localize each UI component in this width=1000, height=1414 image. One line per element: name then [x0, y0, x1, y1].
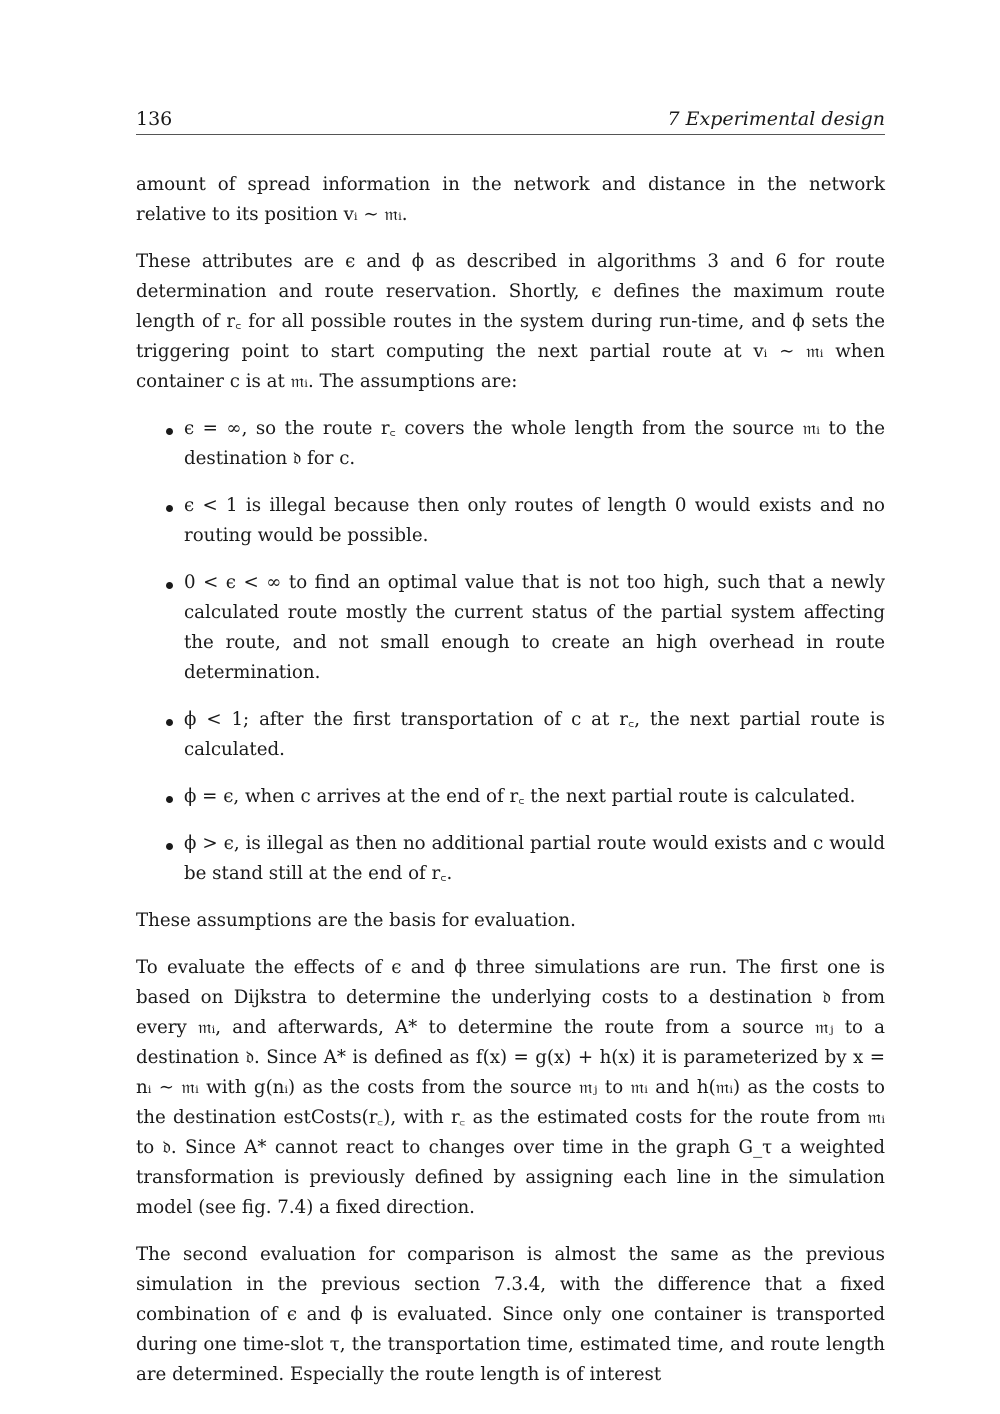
list-item-text: 0 < ϵ < ∞ to find an optimal value that is not too high, such that a newly calculated route mostly the current status of the partial system affecting the route, and not small enough to create an high overhead in route determination.: [184, 572, 885, 683]
paragraph-2: These attributes are ϵ and ϕ as described in algorithms 3 and 6 for route determination and route reservation. Shortly, ϵ defines the maximum route length of r꜀ for all possible routes in the system during run-time, and ϕ sets the triggering point to start computing the next partial route at vᵢ ∼ 𝔪ᵢ when container c is at 𝔪ᵢ. The assumptions are:: [136, 251, 885, 392]
list-item-text: ϕ = ϵ, when c arrives at the end of r꜀ the next partial route is calculated.: [184, 786, 856, 807]
list-item: [136, 705, 885, 765]
bullet-icon: [166, 843, 173, 850]
paragraph-4: To evaluate the effects of ϵ and ϕ three simulations are run. The first one is based on Dijkstra to determine the underlying costs to a destination 𝔡 from every 𝔪ᵢ, and afterwards, A* to determine the route from a source 𝔪ⱼ to a destination 𝔡. Since A* is defined as f(x) = g(x) + h(x) it is parameterized by x = nᵢ ∼ 𝔪ᵢ with g(nᵢ) as the costs from the source 𝔪ⱼ to 𝔪ᵢ and h(𝔪ᵢ) as the costs to the destination estCosts(r꜀), with r꜀ as the estimated costs for the route from 𝔪ᵢ to 𝔡. Since A* cannot react to changes over time in the graph G_τ a weighted transformation is previously defined by assigning each line in the simulation model (see fig. 7.4) a fixed direction.: [136, 957, 885, 1218]
list-item: [136, 829, 885, 889]
list-item-text: ϕ < 1; after the first transportation of c at r꜀, the next partial route is calculated.: [184, 709, 885, 760]
page-number: 136: [136, 108, 173, 130]
list-item: [136, 782, 885, 812]
chapter-title: 7 Experimental design: [667, 108, 885, 130]
list-item-text: ϕ > ϵ, is illegal as then no additional partial route would exists and c would be stand still at the end of r꜀.: [184, 833, 885, 884]
bullet-icon: [166, 719, 173, 726]
list-item-text: ϵ = ∞, so the route r꜀ covers the whole length from the source 𝔪ᵢ to the destination 𝔡 for c.: [184, 418, 885, 469]
list-item: [136, 568, 885, 688]
paragraph-1: amount of spread information in the network and distance in the network relative to its position vᵢ ∼ 𝔪ᵢ.: [136, 174, 885, 225]
bullet-icon: [166, 796, 173, 803]
list-item: [136, 414, 885, 474]
list-item-text: ϵ < 1 is illegal because then only routes of length 0 would exists and no routing would be possible.: [184, 495, 885, 546]
bullet-icon: [166, 428, 173, 435]
paragraph-5: The second evaluation for comparison is almost the same as the previous simulation in the previous section 7.3.4, with the difference that a fixed combination of ϵ and ϕ is evaluated. Since only one container is transported during one time-slot τ, the transportation time, estimated time, and route length are determined. Especially the route length is of interest: [136, 1244, 885, 1385]
bullet-icon: [166, 505, 173, 512]
assumptions-list: [136, 414, 885, 889]
bullet-icon: [166, 582, 173, 589]
paragraph-3: These assumptions are the basis for evaluation.: [136, 910, 576, 931]
page-body: [136, 170, 885, 1390]
running-header: [136, 106, 885, 135]
list-item: [136, 491, 885, 551]
